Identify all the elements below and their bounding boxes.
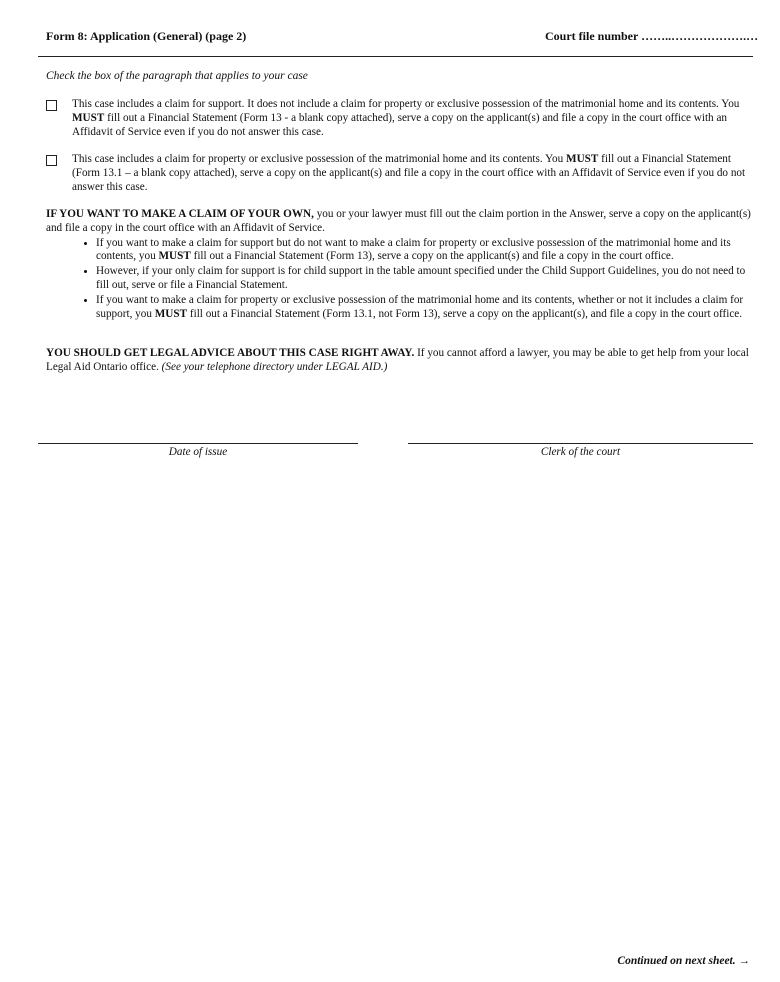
option-text: This case includes a claim for support. It does not include a claim for property or exclusive possession of the matrimonial home and its contents. You MUST fill out a Financial Statement (Form 13 - a blank copy attached), serve a copy on the applicant(s) and file a copy in the court office with an Affidavit of Service even if you do not answer this case. — [72, 98, 740, 138]
arrow-right-icon: → — [738, 955, 750, 967]
date-of-issue-line[interactable] — [38, 443, 358, 444]
legal-advice-notice: YOU SHOULD GET LEGAL ADVICE ABOUT THIS CASE RIGHT AWAY. If you cannot afford a lawyer, you may be able to get help from your local Legal Aid Ontario office. (See your telephone directory under LEGAL AID.) — [46, 347, 749, 373]
court-file-label: Court file number — [545, 29, 639, 43]
own-claim-list — [46, 237, 756, 322]
support-only-checkbox[interactable] — [46, 100, 57, 111]
own-claim-section — [46, 208, 756, 322]
list-item: • If you want to make a claim for property or exclusive possession of the matrimonial home and its contents, whether or not it includes a claim for support, you MUST fill out a Financial Statement (Form 13.1, not Form 13), serve a copy on the applicant(s), and file a copy in the court office. — [96, 294, 756, 322]
header-rule — [38, 56, 753, 57]
court-file-number — [545, 29, 758, 44]
form-title: Form 8: Application (General) (page 2) — [46, 29, 247, 43]
continued-note: Continued on next sheet. → — [617, 955, 750, 967]
option-text: This case includes a claim for property or exclusive possession of the matrimonial home and its contents. You MUST fill out a Financial Statement (Form 13.1 – a blank copy attached), serve a copy on the applicant(s) and file a copy in the court office with an Affidavit of Service even if you do not answer this case. — [72, 153, 746, 193]
date-of-issue-label: Date of issue — [168, 446, 228, 458]
own-claim-heading: IF YOU WANT TO MAKE A CLAIM OF YOUR OWN, — [46, 208, 314, 220]
instruction-text: Check the box of the paragraph that applies to your case — [46, 70, 308, 82]
list-item: • If you want to make a claim for support but do not want to make a claim for property or exclusive possession of the matrimonial home and its contents, you MUST fill out a Financial Statement (Form 13), serve a copy on the applicant(s) and file a copy in the court office. — [96, 237, 756, 265]
list-item: • However, if your only claim for support is for child support in the table amount specified under the Child Support Guidelines, you do not need to fill out, serve or file a Financial Statement. — [96, 265, 756, 293]
legal-advice-heading: YOU SHOULD GET LEGAL ADVICE ABOUT THIS CASE RIGHT AWAY. — [46, 347, 415, 359]
clerk-signature-line[interactable] — [408, 443, 753, 444]
court-file-blank[interactable]: ……..……………….… — [641, 29, 759, 43]
form-header — [44, 26, 759, 46]
own-claim-intro: IF YOU WANT TO MAKE A CLAIM OF YOUR OWN, you or your lawyer must fill out the claim portion in the Answer, serve a copy on the applicant(s) and file a copy in the court office with an Affidavit of Service. — [46, 208, 751, 234]
clerk-of-court-label: Clerk of the court — [540, 446, 621, 458]
property-claim-checkbox[interactable] — [46, 155, 57, 166]
